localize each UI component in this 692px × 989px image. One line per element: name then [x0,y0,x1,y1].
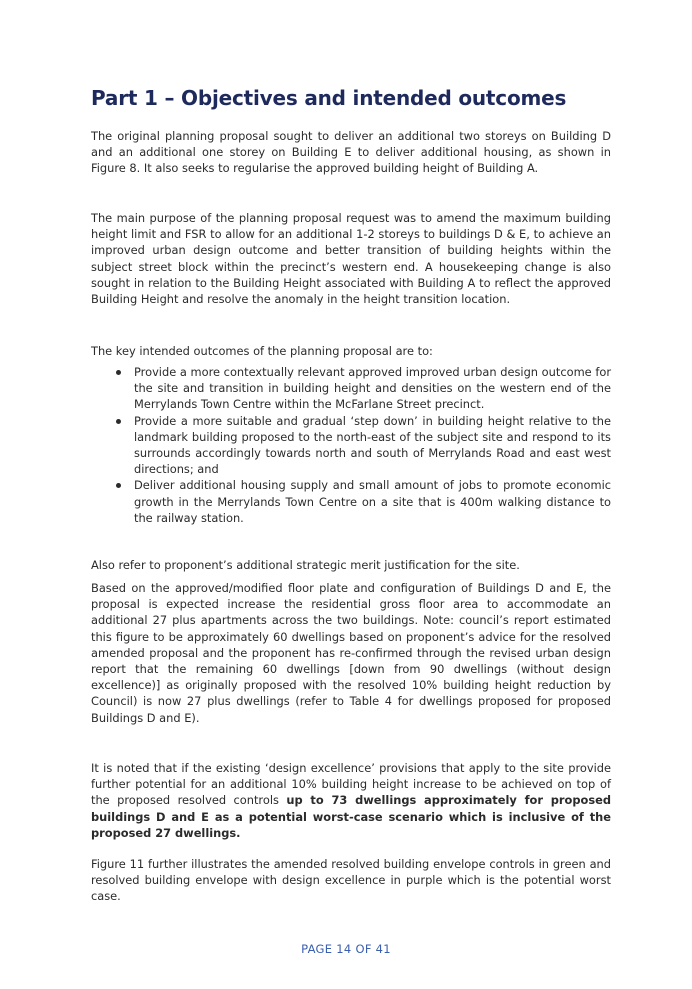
page-number-footer: PAGE 14 OF 41 [301,942,391,956]
bullet-item [91,477,611,526]
bullet-icon [116,370,121,375]
section-heading: Part 1 – Objectives and intended outcomes [91,86,567,110]
bullet-icon [116,419,121,424]
paragraph-strategic-merit: Also refer to proponent’s additional strategic merit justification for the site. [91,558,520,572]
paragraph-original-proposal: The original planning proposal sought to deliver an additional two storeys on Building D and an additional one storey on Building E to deliver additional housing, as shown in Figure 8. It also seeks to regularise the approved building height of Building A. [91,129,611,176]
bullet-text: Provide a more contextually relevant approved improved urban design outcome for the site and transition in building height and densities on the western end of the Merrylands Town Centre within the McFarlane Street precinct. [134,365,611,412]
paragraph-floor-plate: Based on the approved/modified floor plate and configuration of Buildings D and E, the proposal is expected increase the residential gross floor area to accommodate an additional 27 plus apartments across the two buildings. Note: council’s report estimated this figure to be approximately 60 dwellings based on proponent’s advice for the resolved amended proposal and the proponent has re-confirmed through the revised urban design report that the remaining 60 dwellings [down from 90 dwellings (without design excellence)] as originally proposed with the resolved 10% building height reduction by Council) is now 27 plus dwellings (refer to Table 4 for dwellings proposed for proposed Buildings D and E). [91,581,611,725]
paragraph-design-excellence [91,760,611,841]
paragraph-key-outcomes-intro: The key intended outcomes of the planning proposal are to: [91,344,433,358]
outcomes-bullet-list [91,364,611,526]
bullet-item [91,413,611,478]
paragraph-main-purpose: The main purpose of the planning proposal request was to amend the maximum building height limit and FSR to allow for an additional 1-2 storeys to buildings D & E, to achieve an improved urban design outcome and better transition of building heights within the subject street block within the precinct’s western end. A housekeeping change is also sought in relation to the Building Height associated with Building A to reflect the approved Building Height and resolve the anomaly in the height transition location. [91,211,611,307]
bullet-text: Provide a more suitable and gradual ‘step down’ in building height relative to the landmark building proposed to the north-east of the subject site and respond to its surrounds accordingly towards north and south of Merrylands Road and east west directions; and [134,413,611,477]
bullet-icon [116,483,121,488]
bullet-text: Deliver additional housing supply and small amount of jobs to promote economic growth in the Merrylands Town Centre on a site that is 400m walking distance to the railway station. [134,478,611,525]
bullet-item [91,364,611,413]
design-excellence-text: It is noted that if the existing ‘design excellence’ provisions that apply to the site provide further potential for an additional 10% building height increase to be achieved on top of the proposed resolved controls [91,761,611,808]
worst-case-bold-text: up to 73 dwellings approximately for proposed buildings D and E as a potential worst-case scenario which is inclusive of the proposed 27 dwellings. [91,793,612,840]
paragraph-figure-reference: Figure 11 further illustrates the amended resolved building envelope controls in green and resolved building envelope with design excellence in purple which is the potential worst case. [91,857,611,904]
